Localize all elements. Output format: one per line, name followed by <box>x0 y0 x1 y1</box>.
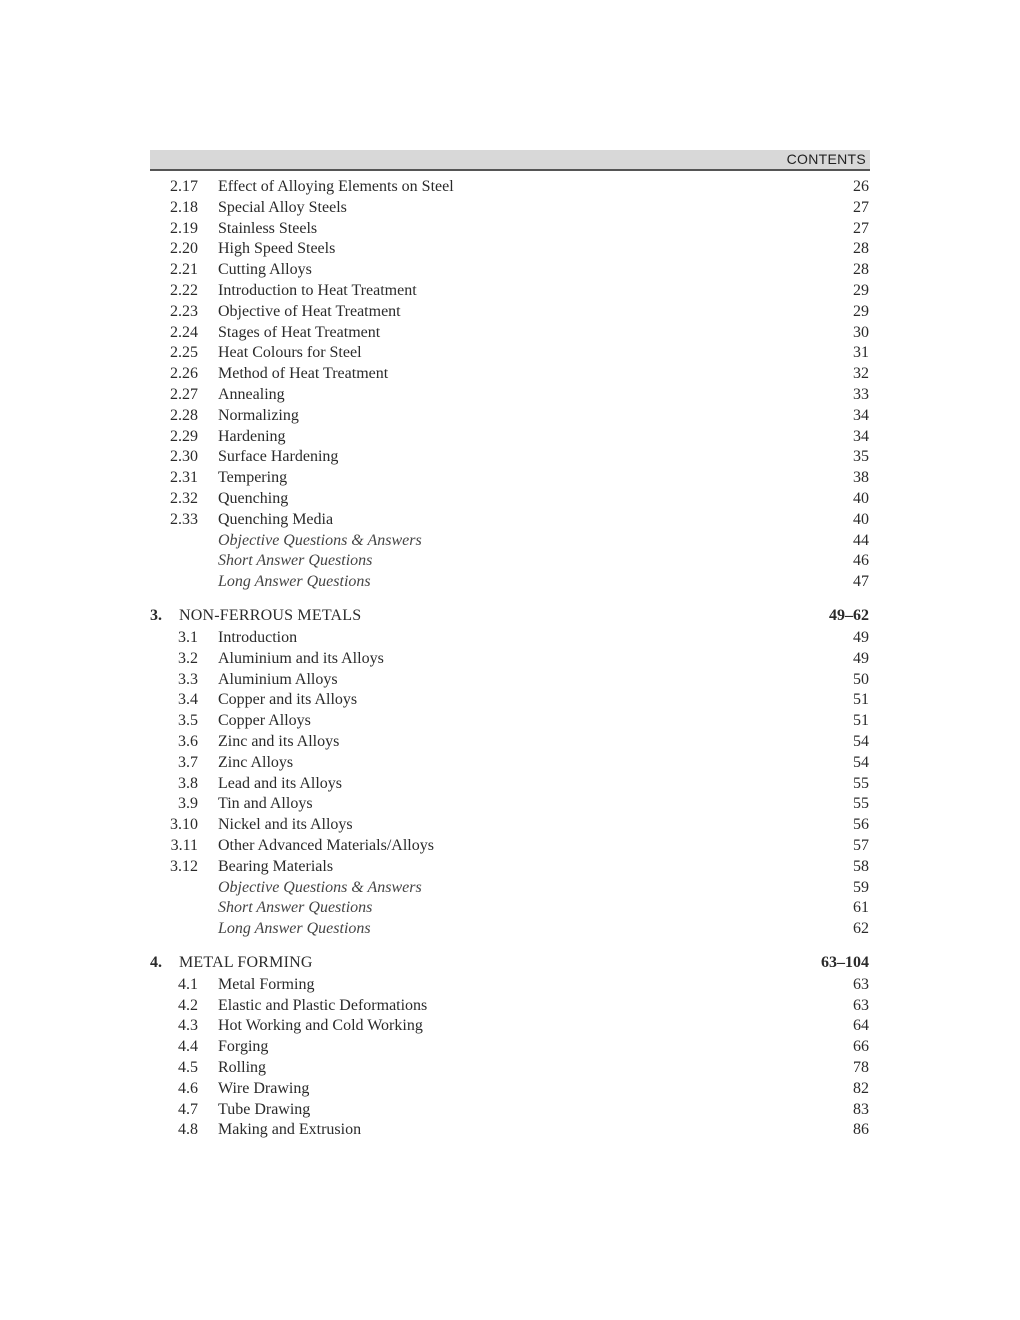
entry-number: 2.32 <box>170 489 198 507</box>
toc-entry[interactable] <box>150 177 870 198</box>
entry-number: 3.7 <box>178 753 198 771</box>
toc-entry[interactable] <box>150 551 870 572</box>
entry-number: 2.22 <box>170 281 198 299</box>
entry-page-number: 54 <box>853 753 869 771</box>
entry-title: Method of Heat Treatment <box>218 365 389 383</box>
entry-title: Tempering <box>218 469 288 487</box>
entry-number: 2.29 <box>170 427 198 445</box>
toc-entry[interactable] <box>150 815 870 836</box>
entry-number: 2.27 <box>170 385 198 403</box>
entry-title: Objective of Heat Treatment <box>218 302 401 320</box>
entry-page-number: 49 <box>853 628 869 646</box>
entry-title: Zinc Alloys <box>218 753 294 771</box>
entry-page-number: 40 <box>853 510 869 528</box>
toc-entry[interactable] <box>150 919 870 940</box>
entry-number: 2.33 <box>170 510 198 528</box>
entry-page-number: 63 <box>853 975 869 993</box>
entry-title: Heat Colours for Steel <box>218 344 362 362</box>
toc-entry[interactable] <box>150 447 870 468</box>
table-of-contents <box>150 177 870 1141</box>
chapter-heading[interactable] <box>150 604 870 628</box>
contents-header-label: CONTENTS <box>786 151 866 167</box>
entry-page-number: 40 <box>853 489 869 507</box>
entry-page-number: 35 <box>853 448 869 466</box>
toc-entry[interactable] <box>150 732 870 753</box>
entry-page-number: 55 <box>853 774 869 792</box>
entry-title: Special Alloy Steels <box>218 198 347 216</box>
entry-title: Metal Forming <box>218 975 315 993</box>
entry-number: 4.4 <box>178 1038 198 1056</box>
chapter-title: NON-FERROUS METALS <box>179 606 362 624</box>
entry-number: 2.30 <box>170 448 198 466</box>
entry-page-number: 51 <box>853 691 869 709</box>
entry-page-number: 78 <box>853 1059 869 1077</box>
entry-title: High Speed Steels <box>218 240 336 258</box>
entry-page-number: 30 <box>853 323 869 341</box>
entry-page-number: 34 <box>853 406 869 424</box>
entry-title: Effect of Alloying Elements on Steel <box>218 178 454 195</box>
entry-page-number: 51 <box>853 712 869 730</box>
entry-title: Short Answer Questions <box>218 899 373 917</box>
entry-number: 2.24 <box>170 323 198 341</box>
entry-number: 2.17 <box>170 178 198 195</box>
entry-number: 2.21 <box>170 261 198 279</box>
entry-title: Tube Drawing <box>218 1100 311 1118</box>
entry-number: 2.23 <box>170 302 198 320</box>
entry-number: 4.6 <box>178 1079 198 1097</box>
entry-title: Rolling <box>218 1059 267 1077</box>
toc-entry[interactable] <box>150 690 870 711</box>
entry-page-number: 50 <box>853 670 869 688</box>
entry-title: Hardening <box>218 427 286 445</box>
toc-entry[interactable] <box>150 711 870 732</box>
entry-number: 3.4 <box>178 691 198 709</box>
entry-number: 4.3 <box>178 1017 198 1035</box>
entry-title: Introduction <box>218 628 298 646</box>
entry-page-number: 31 <box>853 344 869 362</box>
entry-page-number: 83 <box>853 1100 869 1118</box>
entry-page-number: 59 <box>853 878 869 896</box>
entry-page-number: 62 <box>853 920 869 938</box>
entry-number: 3.11 <box>170 836 198 854</box>
toc-entry[interactable] <box>150 531 870 552</box>
toc-entry[interactable] <box>150 1037 870 1058</box>
entry-page-number: 28 <box>853 261 869 279</box>
entry-page-number: 46 <box>853 552 869 570</box>
toc-entry[interactable] <box>150 996 870 1017</box>
entry-title: Hot Working and Cold Working <box>218 1017 423 1035</box>
entry-title: Other Advanced Materials/Alloys <box>218 836 434 854</box>
entry-number: 4.1 <box>178 975 198 993</box>
entry-number: 2.25 <box>170 344 198 362</box>
toc-entry[interactable] <box>150 898 870 919</box>
entry-title: Quenching Media <box>218 510 334 528</box>
chapter-page-range: 63–104 <box>821 953 869 971</box>
entry-title: Lead and its Alloys <box>218 774 342 792</box>
entry-page-number: 58 <box>853 857 869 875</box>
entry-title: Cutting Alloys <box>218 261 312 279</box>
chapter-number: 3. <box>150 606 162 624</box>
entry-page-number: 34 <box>853 427 869 445</box>
contents-header-bar <box>150 150 870 171</box>
toc-entry[interactable] <box>150 774 870 795</box>
toc-entry[interactable] <box>150 239 870 260</box>
toc-entry[interactable] <box>150 794 870 815</box>
entry-number: 4.5 <box>178 1059 198 1077</box>
entry-page-number: 55 <box>853 795 869 813</box>
toc-entry[interactable] <box>150 302 870 323</box>
entry-number: 3.6 <box>178 732 198 750</box>
entry-title: Forging <box>218 1038 269 1056</box>
toc-entry[interactable] <box>150 468 870 489</box>
toc-entry[interactable] <box>150 260 870 281</box>
toc-entry[interactable] <box>150 628 870 649</box>
entry-page-number: 29 <box>853 302 869 320</box>
toc-entry[interactable] <box>150 670 870 691</box>
entry-title: Long Answer Questions <box>218 920 371 938</box>
entry-page-number: 29 <box>853 281 869 299</box>
entry-page-number: 26 <box>853 178 869 195</box>
entry-page-number: 66 <box>853 1038 869 1056</box>
entry-title: Copper and its Alloys <box>218 691 358 709</box>
entry-page-number: 86 <box>853 1121 869 1139</box>
toc-entry[interactable] <box>150 323 870 344</box>
continued-section <box>150 177 870 593</box>
entry-title: Making and Extrusion <box>218 1121 362 1139</box>
entry-number: 2.18 <box>170 198 198 216</box>
chapter-title: METAL FORMING <box>179 953 313 971</box>
entry-page-number: 61 <box>853 899 869 917</box>
entry-number: 4.7 <box>178 1100 198 1118</box>
chapter-block <box>150 604 870 940</box>
entry-title: Introduction to Heat Treatment <box>218 281 417 299</box>
entry-number: 3.1 <box>178 628 198 646</box>
entry-number: 2.20 <box>170 240 198 258</box>
entry-page-number: 56 <box>853 816 869 834</box>
entry-title: Normalizing <box>218 406 299 424</box>
entry-page-number: 57 <box>853 836 869 854</box>
toc-entry[interactable] <box>150 364 870 385</box>
toc-entry[interactable] <box>150 427 870 448</box>
entry-page-number: 63 <box>853 996 869 1014</box>
entry-title: Aluminium Alloys <box>218 670 338 688</box>
toc-entry[interactable] <box>150 343 870 364</box>
toc-entry[interactable] <box>150 878 870 899</box>
entry-title: Stainless Steels <box>218 219 318 237</box>
entry-number: 2.28 <box>170 406 198 424</box>
entry-page-number: 27 <box>853 198 869 216</box>
entry-title: Stages of Heat Treatment <box>218 323 381 341</box>
entry-page-number: 27 <box>853 219 869 237</box>
entry-title: Tin and Alloys <box>218 795 313 813</box>
entry-page-number: 64 <box>853 1017 869 1035</box>
toc-entry[interactable] <box>150 836 870 857</box>
toc-entry[interactable] <box>150 385 870 406</box>
chapters-list <box>150 604 870 1141</box>
entry-page-number: 54 <box>853 732 869 750</box>
entry-page-number: 44 <box>853 531 869 549</box>
entry-number: 3.8 <box>178 774 198 792</box>
toc-entry[interactable] <box>150 1058 870 1079</box>
toc-entry[interactable] <box>150 489 870 510</box>
toc-entry[interactable] <box>150 1100 870 1121</box>
entry-title: Annealing <box>218 385 285 403</box>
toc-entry[interactable] <box>150 406 870 427</box>
entry-title: Surface Hardening <box>218 448 339 466</box>
entry-title: Copper Alloys <box>218 712 311 730</box>
entry-number: 2.26 <box>170 365 198 383</box>
contents-page <box>150 150 870 1141</box>
entry-number: 4.2 <box>178 996 198 1014</box>
entry-number: 3.9 <box>178 795 198 813</box>
entry-number: 4.8 <box>178 1121 198 1139</box>
entry-page-number: 47 <box>853 573 869 591</box>
chapter-number: 4. <box>150 953 162 971</box>
chapter-page-range: 49–62 <box>829 606 869 624</box>
toc-entry[interactable] <box>150 975 870 996</box>
toc-entry[interactable] <box>150 281 870 302</box>
entry-title: Quenching <box>218 489 289 507</box>
entry-number: 3.3 <box>178 670 198 688</box>
entry-page-number: 49 <box>853 649 869 667</box>
entry-page-number: 33 <box>853 385 869 403</box>
entry-title: Objective Questions & Answers <box>218 531 422 549</box>
entry-title: Long Answer Questions <box>218 573 371 591</box>
chapter-block <box>150 951 870 1141</box>
entry-title: Zinc and its Alloys <box>218 732 340 750</box>
toc-entry[interactable] <box>150 572 870 593</box>
entry-number: 3.2 <box>178 649 198 667</box>
entry-number: 3.10 <box>170 816 198 834</box>
entry-number: 2.19 <box>170 219 198 237</box>
toc-entry[interactable] <box>150 857 870 878</box>
entry-page-number: 28 <box>853 240 869 258</box>
entry-title: Objective Questions & Answers <box>218 878 422 896</box>
chapter-heading[interactable] <box>150 951 870 975</box>
entry-number: 3.12 <box>170 857 198 875</box>
toc-entry[interactable] <box>150 198 870 219</box>
toc-entry[interactable] <box>150 1120 870 1141</box>
toc-entry[interactable] <box>150 753 870 774</box>
toc-entry[interactable] <box>150 510 870 531</box>
toc-entry[interactable] <box>150 219 870 240</box>
entry-number: 2.31 <box>170 469 198 487</box>
entry-title: Nickel and its Alloys <box>218 816 353 834</box>
entry-title: Elastic and Plastic Deformations <box>218 996 428 1014</box>
entry-number: 3.5 <box>178 712 198 730</box>
toc-entry[interactable] <box>150 649 870 670</box>
entry-title: Bearing Materials <box>218 857 334 875</box>
entry-title: Short Answer Questions <box>218 552 373 570</box>
entry-page-number: 38 <box>853 469 869 487</box>
entry-title: Aluminium and its Alloys <box>218 649 384 667</box>
entry-page-number: 82 <box>853 1079 869 1097</box>
toc-entry[interactable] <box>150 1016 870 1037</box>
toc-entry[interactable] <box>150 1079 870 1100</box>
entry-page-number: 32 <box>853 365 869 383</box>
entry-title: Wire Drawing <box>218 1079 310 1097</box>
